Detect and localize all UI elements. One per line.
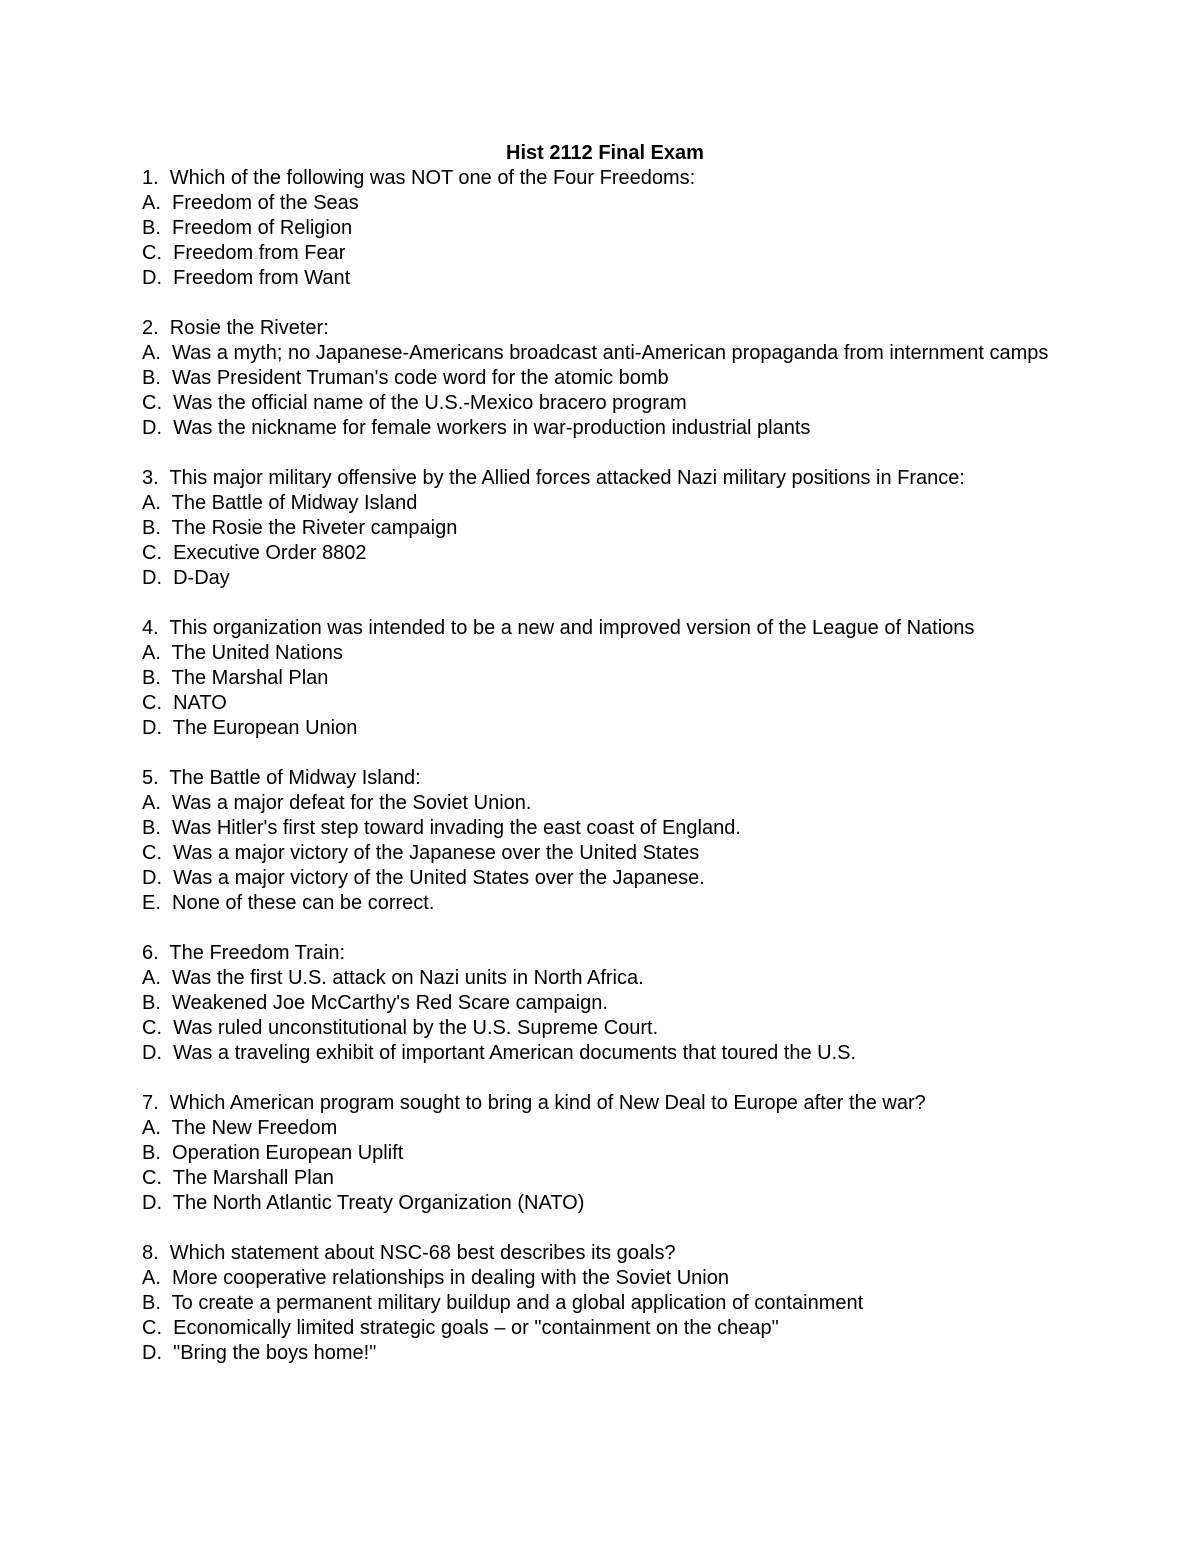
- exam-page: [142, 141, 1062, 1391]
- question-prompt: 8. Which statement about NSC-68 best describes its goals?: [142, 1242, 676, 1264]
- question-1: [142, 166, 1062, 291]
- question-7: [142, 1091, 1062, 1216]
- answer-option-b: B. Weakened Joe McCarthy's Red Scare campaign.: [142, 992, 608, 1014]
- question-5: [142, 766, 1062, 916]
- answer-option-c: C. NATO: [142, 692, 227, 714]
- answer-option-a: A. The New Freedom: [142, 1117, 338, 1139]
- answer-option-c: C. Economically limited strategic goals – or "containment on the cheap": [142, 1317, 779, 1339]
- question-prompt: 1. Which of the following was NOT one of the Four Freedoms:: [142, 167, 696, 189]
- answer-option-b: B. Freedom of Religion: [142, 217, 353, 239]
- answer-option-a: A. Freedom of the Seas: [142, 192, 359, 214]
- answer-option-a: A. The United Nations: [142, 642, 343, 664]
- answer-option-c: C. Was the official name of the U.S.-Mexico bracero program: [142, 392, 687, 414]
- answer-option-b: B. Was Hitler's first step toward invading the east coast of England.: [142, 817, 741, 839]
- answer-option-c: C. Was a major victory of the Japanese over the United States: [142, 842, 700, 864]
- answer-option-d: D. The European Union: [142, 717, 358, 739]
- answer-option-c: C. Freedom from Fear: [142, 242, 346, 264]
- answer-option-a: A. Was a myth; no Japanese-Americans broadcast anti-American propaganda from internment camps: [142, 342, 1049, 364]
- answer-option-e: E. None of these can be correct.: [142, 892, 435, 914]
- question-prompt: 3. This major military offensive by the Allied forces attacked Nazi military positions in France:: [142, 467, 965, 489]
- page-title: Hist 2112 Final Exam: [506, 142, 704, 164]
- answer-option-d: D. Was the nickname for female workers in war-production industrial plants: [142, 417, 811, 439]
- answer-option-b: B. To create a permanent military buildup and a global application of containment: [142, 1292, 864, 1314]
- answer-option-c: C. Was ruled unconstitutional by the U.S. Supreme Court.: [142, 1017, 659, 1039]
- answer-option-b: B. Was President Truman's code word for the atomic bomb: [142, 367, 669, 389]
- question-prompt: 4. This organization was intended to be a new and improved version of the League of Nations: [142, 617, 975, 639]
- question-prompt: 2. Rosie the Riveter:: [142, 317, 329, 339]
- question-2: [142, 316, 1062, 441]
- answer-option-d: D. Was a traveling exhibit of important American documents that toured the U.S.: [142, 1042, 857, 1064]
- question-prompt: 7. Which American program sought to bring a kind of New Deal to Europe after the war?: [142, 1092, 926, 1114]
- answer-option-a: A. Was a major defeat for the Soviet Union.: [142, 792, 532, 814]
- question-8: [142, 1241, 1062, 1366]
- answer-option-d: D. The North Atlantic Treaty Organization (NATO): [142, 1192, 585, 1214]
- answer-option-c: C. Executive Order 8802: [142, 542, 367, 564]
- question-3: [142, 466, 1062, 591]
- answer-option-a: A. The Battle of Midway Island: [142, 492, 418, 514]
- answer-option-b: B. Operation European Uplift: [142, 1142, 404, 1164]
- question-prompt: 5. The Battle of Midway Island:: [142, 767, 421, 789]
- answer-option-b: B. The Rosie the Riveter campaign: [142, 517, 458, 539]
- answer-option-a: A. More cooperative relationships in dealing with the Soviet Union: [142, 1267, 729, 1289]
- answer-option-a: A. Was the first U.S. attack on Nazi units in North Africa.: [142, 967, 644, 989]
- answer-option-d: D. D-Day: [142, 567, 230, 589]
- question-6: [142, 941, 1062, 1066]
- answer-option-d: D. "Bring the boys home!": [142, 1342, 377, 1364]
- question-prompt: 6. The Freedom Train:: [142, 942, 346, 964]
- answer-option-c: C. The Marshall Plan: [142, 1167, 334, 1189]
- answer-option-d: D. Was a major victory of the United States over the Japanese.: [142, 867, 705, 889]
- answer-option-d: D. Freedom from Want: [142, 267, 351, 289]
- answer-option-b: B. The Marshal Plan: [142, 667, 329, 689]
- question-4: [142, 616, 1062, 741]
